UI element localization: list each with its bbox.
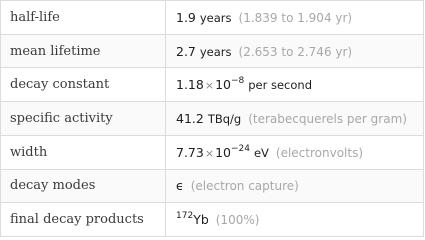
value-base: 10 [215, 77, 231, 93]
value-exponent: −8 [230, 76, 245, 87]
value-unit: TBq/g [207, 111, 242, 126]
table-row [1, 135, 424, 169]
value-note: (2.653 to 2.746 yr) [238, 44, 353, 59]
value-note: (100%) [215, 213, 260, 228]
value-unit: years [199, 44, 232, 59]
value-note: (terabecquerels per gram) [248, 111, 407, 126]
value-base: 10 [215, 144, 231, 160]
value-unit: years [199, 10, 232, 25]
row-label-width: width [1, 135, 166, 169]
row-label-specific-activity: specific activity [1, 102, 166, 136]
value-exponent: −24 [230, 143, 250, 154]
times-sign: × [204, 79, 215, 93]
value-unit: per second [248, 78, 313, 93]
value-note: (electronvolts) [275, 145, 364, 160]
value-note: (electron capture) [190, 179, 299, 194]
value-note: (1.839 to 1.904 yr) [238, 10, 353, 25]
table-row [1, 203, 424, 237]
row-label-final-decay-products: final decay products [1, 203, 166, 237]
value-mantissa: 1.18 [176, 77, 204, 93]
row-label-decay-modes: decay modes [1, 169, 166, 203]
row-value-mean-lifetime [166, 34, 424, 68]
row-value-width [166, 135, 424, 169]
row-value-decay-constant [166, 68, 424, 102]
value-number: 1.9 [176, 9, 196, 25]
row-label-decay-constant: decay constant [1, 68, 166, 102]
row-label-mean-lifetime: mean lifetime [1, 34, 166, 68]
element-symbol: Yb [193, 212, 209, 228]
row-value-specific-activity [166, 102, 424, 136]
table-row [1, 68, 424, 102]
value-number: 2.7 [176, 43, 196, 59]
row-label-half-life: half-life [1, 1, 166, 35]
mass-number: 172 [176, 211, 194, 222]
times-sign: × [204, 146, 215, 160]
table-row [1, 1, 424, 35]
decay-mode-symbol: ϵ [176, 178, 184, 194]
table-row [1, 34, 424, 68]
row-value-decay-modes [166, 169, 424, 203]
table-row [1, 102, 424, 136]
value-number: 41.2 [176, 110, 204, 126]
row-value-final-decay-products [166, 203, 424, 237]
value-mantissa: 7.73 [176, 144, 204, 160]
row-value-half-life [166, 1, 424, 35]
table-row [1, 169, 424, 203]
value-unit: eV [253, 145, 269, 160]
